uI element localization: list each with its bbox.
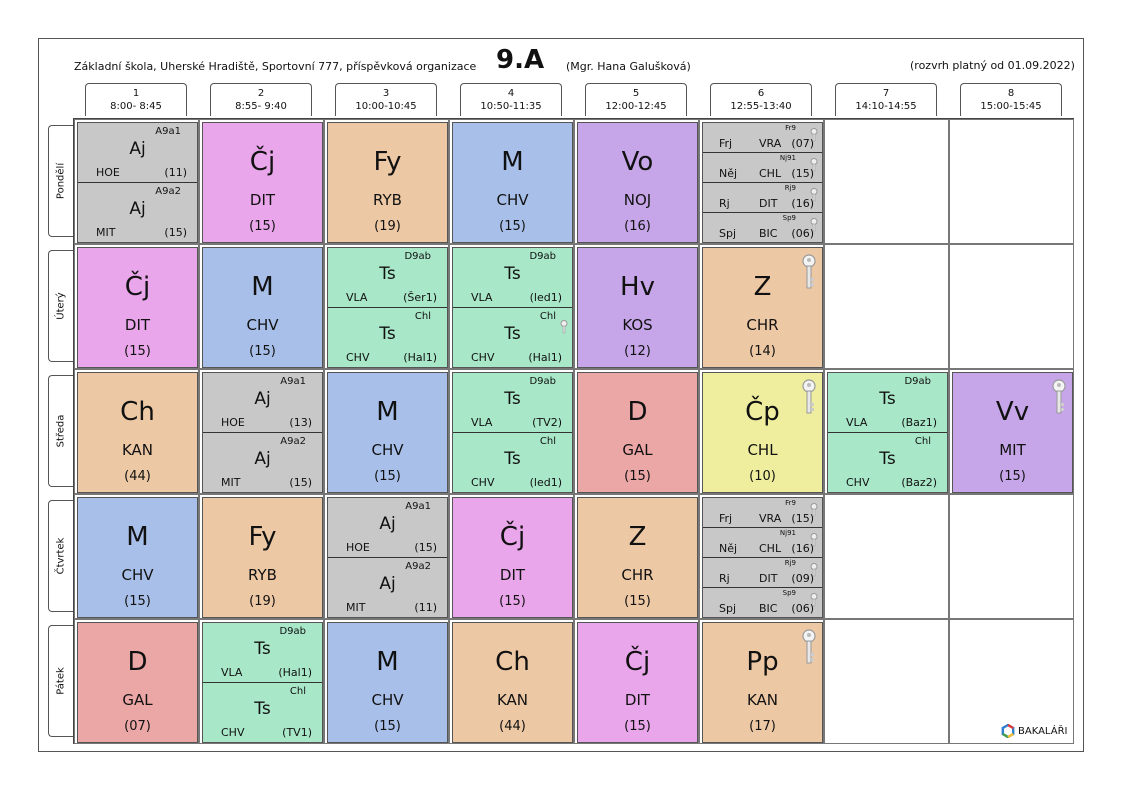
subject: Něj <box>719 167 738 180</box>
lesson-quarter <box>703 558 822 588</box>
subject: Ts <box>379 324 396 344</box>
lesson-wed-3[interactable] <box>324 369 449 494</box>
teacher-code: DIT <box>499 566 526 584</box>
period-header-7 <box>835 83 937 116</box>
label: Úterý <box>55 292 67 320</box>
lesson-tue-2[interactable] <box>199 244 324 369</box>
subject: Rj <box>719 572 730 585</box>
teacher-code: MIT <box>221 476 241 489</box>
teacher-code: CHV <box>246 316 279 334</box>
lesson-block <box>77 122 198 243</box>
subject: Aj <box>129 139 146 159</box>
lesson-half <box>828 433 947 493</box>
label: 10:50-11:35 <box>480 101 542 112</box>
day-label-wednesday <box>48 375 73 487</box>
subject: Čj <box>624 647 651 677</box>
label: 3 <box>382 88 390 99</box>
lesson-block <box>452 372 573 493</box>
room-label: (12) <box>624 344 651 359</box>
empty-tue-7 <box>824 244 949 369</box>
period-header-2 <box>210 83 312 116</box>
label: 12:00-12:45 <box>605 101 667 112</box>
lesson-block <box>702 497 823 618</box>
lesson-tue-5[interactable] <box>574 244 699 369</box>
teacher-code: VLA <box>346 291 368 304</box>
group-label: A9a2 <box>155 186 181 197</box>
lesson-block <box>77 372 198 493</box>
lesson-block <box>77 497 198 618</box>
lesson-block <box>202 372 323 493</box>
lesson-block <box>952 372 1073 493</box>
teacher-code: CHV <box>471 476 495 489</box>
lesson-thu-2[interactable] <box>199 494 324 619</box>
teacher-code: MIT <box>96 226 116 239</box>
lesson-half <box>203 373 322 433</box>
room-label: (15) <box>791 512 814 525</box>
lesson-mon-6[interactable] <box>699 119 824 244</box>
period-header-3 <box>335 83 437 116</box>
subject: Frj <box>719 512 733 525</box>
period-header-5 <box>585 83 687 116</box>
room-label: (15) <box>624 594 651 609</box>
lesson-block <box>702 372 823 493</box>
teacher-code: HOE <box>96 166 120 179</box>
lesson-half <box>78 123 197 183</box>
lesson-wed-8[interactable] <box>949 369 1074 494</box>
lesson-block <box>577 622 698 743</box>
teacher-code: DIT <box>624 691 651 709</box>
group-label: D9ab <box>404 251 431 262</box>
lesson-thu-4[interactable] <box>449 494 574 619</box>
lesson-fri-6[interactable] <box>699 619 824 744</box>
lesson-mon-2[interactable] <box>199 119 324 244</box>
room-label: (11) <box>414 601 437 614</box>
lesson-mon-3[interactable] <box>324 119 449 244</box>
subject: Spj <box>719 602 737 615</box>
lesson-half <box>203 683 322 743</box>
subject: M <box>501 147 524 177</box>
room-label: (15) <box>374 719 401 734</box>
subject: Aj <box>379 514 396 534</box>
lesson-thu-3[interactable] <box>324 494 449 619</box>
group-label: Chl <box>414 311 431 322</box>
teacher-code: GAL <box>622 441 653 459</box>
lesson-block <box>577 247 698 368</box>
lesson-half <box>328 248 447 308</box>
label: Pondělí <box>55 162 67 200</box>
group-label: Nj91 <box>779 529 796 537</box>
teacher-code: VRA <box>759 137 782 150</box>
lesson-mon-5[interactable] <box>574 119 699 244</box>
lesson-block <box>702 247 823 368</box>
subject: Frj <box>719 137 733 150</box>
room-label: (16) <box>791 197 814 210</box>
class-name: 9.A <box>496 45 545 75</box>
school-name: Základní škola, Uherské Hradiště, Sportovní 777, příspěvková organizace <box>74 60 477 73</box>
lesson-quarter <box>703 588 822 618</box>
lesson-quarter <box>703 498 822 528</box>
subject: Čj <box>249 147 276 177</box>
group-label: A9a1 <box>280 376 306 387</box>
room-label: (07) <box>124 719 151 734</box>
lesson-fri-3[interactable] <box>324 619 449 744</box>
room-label: (15) <box>624 469 651 484</box>
lesson-half <box>203 433 322 493</box>
lesson-wed-2[interactable] <box>199 369 324 494</box>
group-label: A9a1 <box>155 126 181 137</box>
label: Pátek <box>55 667 67 695</box>
group-label: A9a2 <box>280 436 306 447</box>
teacher-code: CHV <box>221 726 245 739</box>
empty-tue-8 <box>949 244 1074 369</box>
room-label: (09) <box>791 572 814 585</box>
subject: Ts <box>879 449 896 469</box>
group-label: Chl <box>539 436 556 447</box>
timetable-grid <box>73 118 1074 744</box>
lesson-block <box>327 372 448 493</box>
subject: Něj <box>719 542 738 555</box>
group-label: D9ab <box>529 251 556 262</box>
teacher-code: KAN <box>496 691 529 709</box>
lesson-block <box>202 497 323 618</box>
teacher-code: DIT <box>759 572 778 585</box>
lesson-half <box>828 373 947 433</box>
subject: Ts <box>254 639 271 659</box>
lesson-block <box>452 122 573 243</box>
period-header-4 <box>460 83 562 116</box>
room-label: (06) <box>791 602 814 615</box>
room-label: (19) <box>249 594 276 609</box>
subject: Ts <box>379 264 396 284</box>
subject: Rj <box>719 197 730 210</box>
lesson-tue-4[interactable] <box>449 244 574 369</box>
empty-mon-7 <box>824 119 949 244</box>
group-label: Fr9 <box>785 124 796 132</box>
room-label: (10) <box>749 469 776 484</box>
label: 8:00- 8:45 <box>110 101 162 112</box>
lesson-half <box>453 248 572 308</box>
room-label: (15) <box>624 719 651 734</box>
day-label-friday <box>48 625 73 737</box>
lesson-block <box>202 122 323 243</box>
room-label: (TV1) <box>282 726 312 739</box>
subject: M <box>376 397 399 427</box>
lesson-block <box>827 372 948 493</box>
lesson-quarter <box>703 213 822 243</box>
lesson-block <box>452 247 573 368</box>
lesson-thu-6[interactable] <box>699 494 824 619</box>
lesson-tue-3[interactable] <box>324 244 449 369</box>
subject: Hv <box>620 272 655 302</box>
teacher-code: CHR <box>746 316 779 334</box>
lesson-block <box>77 622 198 743</box>
teacher-code: CHL <box>759 542 782 555</box>
group-label: Chl <box>914 436 931 447</box>
lesson-block <box>452 622 573 743</box>
subject: Vv <box>995 397 1030 427</box>
teacher-code: KOS <box>622 316 653 334</box>
room-label: (TV2) <box>532 416 562 429</box>
lesson-wed-6[interactable] <box>699 369 824 494</box>
room-label: (15) <box>164 226 187 239</box>
label: Středa <box>55 414 67 448</box>
room-label: (13) <box>289 416 312 429</box>
teacher-code: GAL <box>122 691 153 709</box>
room-label: (16) <box>791 542 814 555</box>
teacher-code: RYB <box>248 566 277 584</box>
subject: Fy <box>248 522 277 552</box>
group-label: Chl <box>539 311 556 322</box>
teacher-code: VLA <box>846 416 868 429</box>
room-label: (Baz2) <box>901 476 937 489</box>
subject: Fy <box>373 147 402 177</box>
teacher-code: CHV <box>846 476 870 489</box>
teacher-code: BIC <box>759 602 778 615</box>
lesson-fri-4[interactable] <box>449 619 574 744</box>
room-label: (15) <box>124 344 151 359</box>
room-label: (Baz1) <box>901 416 937 429</box>
subject: D <box>127 647 148 677</box>
lesson-half <box>328 308 447 368</box>
subject: M <box>376 647 399 677</box>
teacher-code: CHV <box>371 441 404 459</box>
room-label: (Hal1) <box>403 351 437 364</box>
room-label: (14) <box>749 344 776 359</box>
subject: Spj <box>719 227 737 240</box>
teacher-code: RYB <box>373 191 402 209</box>
room-label: (led1) <box>529 476 562 489</box>
teacher-code: CHV <box>496 191 529 209</box>
lesson-block <box>327 622 448 743</box>
teacher-code: NOJ <box>623 191 652 209</box>
label: 14:10-14:55 <box>855 101 917 112</box>
validity-note: (rozvrh platný od 01.09.2022) <box>910 59 1075 72</box>
room-label: (11) <box>164 166 187 179</box>
lesson-block <box>577 372 698 493</box>
class-teacher: (Mgr. Hana Galušková) <box>566 60 691 73</box>
group-label: D9ab <box>279 626 306 637</box>
subject: Ts <box>504 389 521 409</box>
subject: D <box>627 397 648 427</box>
lesson-quarter <box>703 528 822 558</box>
lesson-block <box>702 122 823 243</box>
room-label: (Šer1) <box>403 291 437 304</box>
label: 8 <box>1007 88 1015 99</box>
teacher-code: VLA <box>471 416 493 429</box>
room-label: (07) <box>791 137 814 150</box>
room-label: (44) <box>499 719 526 734</box>
group-label: A9a2 <box>405 561 431 572</box>
room-label: (15) <box>249 219 276 234</box>
lesson-block <box>577 122 698 243</box>
room-label: (16) <box>624 219 651 234</box>
lesson-wed-4[interactable] <box>449 369 574 494</box>
teacher-code: VLA <box>221 666 243 679</box>
empty-mon-8 <box>949 119 1074 244</box>
teacher-code: CHV <box>121 566 154 584</box>
lesson-quarter <box>703 153 822 183</box>
teacher-code: MIT <box>999 441 1026 459</box>
bakalari-logo-icon <box>1001 724 1015 738</box>
room-label: (15) <box>499 594 526 609</box>
subject: Vo <box>621 147 654 177</box>
day-label-tuesday <box>48 250 73 362</box>
group-label: Sp9 <box>782 214 796 222</box>
room-label: (15) <box>414 541 437 554</box>
lesson-block <box>327 497 448 618</box>
period-header-1 <box>85 83 187 116</box>
lesson-mon-4[interactable] <box>449 119 574 244</box>
lesson-fri-5[interactable] <box>574 619 699 744</box>
group-label: A9a1 <box>405 501 431 512</box>
label: Čtvrtek <box>55 537 67 575</box>
label: 6 <box>757 88 765 99</box>
group-label: Fr9 <box>785 499 796 507</box>
subject: Aj <box>129 199 146 219</box>
room-label: (15) <box>499 219 526 234</box>
lesson-thu-1[interactable] <box>74 494 199 619</box>
subject: M <box>126 522 149 552</box>
label: 10:00-10:45 <box>355 101 417 112</box>
subject: Ch <box>495 647 530 677</box>
lesson-block <box>77 247 198 368</box>
lesson-wed-1[interactable] <box>74 369 199 494</box>
subject: Ts <box>504 449 521 469</box>
subject: Aj <box>379 574 396 594</box>
period-header-8 <box>960 83 1062 116</box>
teacher-code: HOE <box>346 541 370 554</box>
room-label: (15) <box>374 469 401 484</box>
label: 5 <box>632 88 640 99</box>
teacher-code: DIT <box>124 316 151 334</box>
subject: Čj <box>499 522 526 552</box>
label: 15:00-15:45 <box>980 101 1042 112</box>
room-label: (15) <box>791 167 814 180</box>
teacher-code: DIT <box>249 191 276 209</box>
subject: Ts <box>879 389 896 409</box>
lesson-thu-5[interactable] <box>574 494 699 619</box>
room-label: (06) <box>791 227 814 240</box>
day-label-thursday <box>48 500 73 612</box>
lesson-half <box>328 558 447 618</box>
teacher-code: CHR <box>621 566 654 584</box>
group-label: Chl <box>289 686 306 697</box>
teacher-code: CHV <box>471 351 495 364</box>
subject: Čj <box>124 272 151 302</box>
room-label: (15) <box>124 594 151 609</box>
subject: Z <box>753 272 772 302</box>
empty-thu-7 <box>824 494 949 619</box>
lesson-half <box>328 498 447 558</box>
lesson-block <box>452 497 573 618</box>
lesson-tue-1[interactable] <box>74 244 199 369</box>
subject: Ch <box>120 397 155 427</box>
lesson-wed-5[interactable] <box>574 369 699 494</box>
lesson-half <box>453 433 572 493</box>
teacher-code: MIT <box>346 601 366 614</box>
lesson-fri-1[interactable] <box>74 619 199 744</box>
subject: Aj <box>254 449 271 469</box>
teacher-code: VRA <box>759 512 782 525</box>
lesson-block <box>577 497 698 618</box>
group-label: Nj91 <box>779 154 796 162</box>
teacher-code: CHL <box>759 167 782 180</box>
subject: Z <box>628 522 647 552</box>
subject: Ts <box>254 699 271 719</box>
teacher-code: CHV <box>371 691 404 709</box>
room-label: (Hal1) <box>278 666 312 679</box>
lesson-mon-1[interactable] <box>74 119 199 244</box>
lesson-half <box>78 183 197 243</box>
teacher-code: VLA <box>471 291 493 304</box>
period-header-6 <box>710 83 812 116</box>
room-label: (15) <box>999 469 1026 484</box>
room-label: (44) <box>124 469 151 484</box>
bakalari-logo: BAKALÁŘI <box>1001 724 1067 738</box>
group-label: D9ab <box>529 376 556 387</box>
subject: Pp <box>746 647 779 677</box>
lesson-wed-7[interactable] <box>824 369 949 494</box>
label: 2 <box>257 88 265 99</box>
subject: M <box>251 272 274 302</box>
label: 1 <box>132 88 140 99</box>
teacher-code: KAN <box>746 691 779 709</box>
group-label: Rj9 <box>784 559 796 567</box>
teacher-code: KAN <box>121 441 154 459</box>
room-label: (15) <box>289 476 312 489</box>
subject: Ts <box>504 264 521 284</box>
lesson-block <box>202 622 323 743</box>
group-label: Sp9 <box>782 589 796 597</box>
subject: Aj <box>254 389 271 409</box>
lesson-half <box>203 623 322 683</box>
label: 7 <box>882 88 890 99</box>
lesson-half <box>453 373 572 433</box>
lesson-tue-6[interactable] <box>699 244 824 369</box>
empty-fri-7 <box>824 619 949 744</box>
empty-thu-8 <box>949 494 1074 619</box>
room-label: (led1) <box>529 291 562 304</box>
group-label: Rj9 <box>784 184 796 192</box>
teacher-code: DIT <box>759 197 778 210</box>
subject: Čp <box>745 397 780 427</box>
lesson-half <box>453 308 572 368</box>
teacher-code: HOE <box>221 416 245 429</box>
lesson-block <box>327 122 448 243</box>
room-label: (15) <box>249 344 276 359</box>
room-label: (17) <box>749 719 776 734</box>
lesson-quarter <box>703 123 822 153</box>
group-label: D9ab <box>904 376 931 387</box>
lesson-block <box>202 247 323 368</box>
teacher-code: BIC <box>759 227 778 240</box>
label: 4 <box>507 88 515 99</box>
label: 12:55-13:40 <box>730 101 792 112</box>
label: 8:55- 9:40 <box>235 101 287 112</box>
teacher-code: CHV <box>346 351 370 364</box>
lesson-quarter <box>703 183 822 213</box>
teacher-code: CHL <box>747 441 778 459</box>
lesson-block <box>327 247 448 368</box>
day-label-monday <box>48 125 73 237</box>
lesson-block <box>702 622 823 743</box>
lesson-fri-2[interactable] <box>199 619 324 744</box>
room-label: (Hal1) <box>528 351 562 364</box>
subject: Ts <box>504 324 521 344</box>
room-label: (19) <box>374 219 401 234</box>
